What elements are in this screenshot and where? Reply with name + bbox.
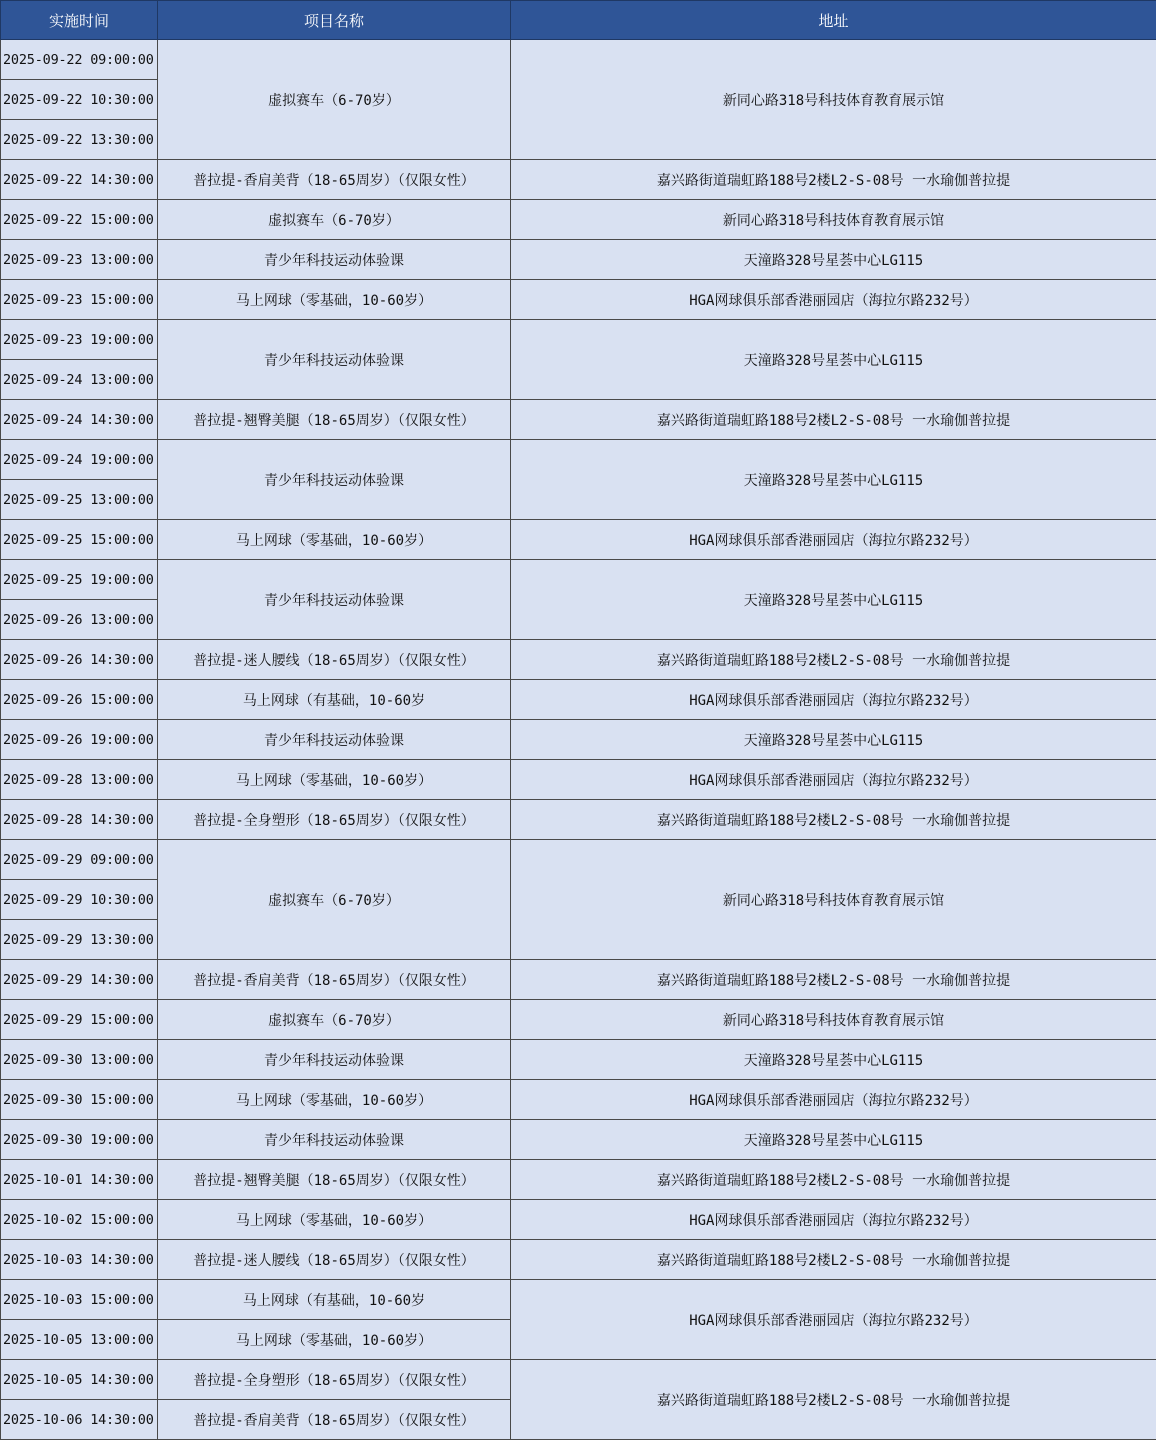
project-name-cell: 马上网球（零基础，10-60岁） [158,1200,511,1240]
time-cell: 2025-09-22 14:30:00 [1,160,158,200]
table-row [1,40,1156,80]
project-name-cell: 青少年科技运动体验课 [158,1120,511,1160]
address-cell: 嘉兴路街道瑞虹路188号2楼L2-S-08号 一水瑜伽普拉提 [511,960,1156,1000]
address-cell: HGA网球俱乐部香港丽园店（海拉尔路232号） [511,680,1156,720]
time-cell: 2025-10-03 15:00:00 [1,1280,158,1320]
address-cell: HGA网球俱乐部香港丽园店（海拉尔路232号） [511,1200,1156,1240]
time-cell: 2025-09-22 13:30:00 [1,120,158,160]
table-row [1,520,1156,560]
table-row [1,440,1156,480]
table-row [1,1080,1156,1120]
time-cell: 2025-09-23 19:00:00 [1,320,158,360]
table-row [1,1120,1156,1160]
time-cell: 2025-09-24 19:00:00 [1,440,158,480]
time-cell: 2025-10-02 15:00:00 [1,1200,158,1240]
address-cell: 新同心路318号科技体育教育展示馆 [511,840,1156,960]
table-row [1,960,1156,1000]
table-row [1,680,1156,720]
table-row [1,1200,1156,1240]
address-cell: 嘉兴路街道瑞虹路188号2楼L2-S-08号 一水瑜伽普拉提 [511,1360,1156,1440]
project-name-cell: 青少年科技运动体验课 [158,560,511,640]
time-cell: 2025-09-28 14:30:00 [1,800,158,840]
project-name-cell: 青少年科技运动体验课 [158,320,511,400]
time-cell: 2025-09-28 13:00:00 [1,760,158,800]
table-row [1,720,1156,760]
project-name-cell: 普拉提-翘臀美腿（18-65周岁）（仅限女性） [158,1160,511,1200]
address-cell: 嘉兴路街道瑞虹路188号2楼L2-S-08号 一水瑜伽普拉提 [511,640,1156,680]
project-name-cell: 普拉提-香肩美背（18-65周岁）（仅限女性） [158,1400,511,1440]
project-name-cell: 普拉提-翘臀美腿（18-65周岁）（仅限女性） [158,400,511,440]
table-row [1,400,1156,440]
time-cell: 2025-09-30 15:00:00 [1,1080,158,1120]
address-cell: HGA网球俱乐部香港丽园店（海拉尔路232号） [511,520,1156,560]
time-cell: 2025-09-29 09:00:00 [1,840,158,880]
project-name-cell: 普拉提-迷人腰线（18-65周岁）（仅限女性） [158,640,511,680]
table-row [1,840,1156,880]
address-cell: HGA网球俱乐部香港丽园店（海拉尔路232号） [511,1080,1156,1120]
project-name-cell: 马上网球（零基础，10-60岁） [158,760,511,800]
address-cell: 新同心路318号科技体育教育展示馆 [511,1000,1156,1040]
project-name-cell: 马上网球（零基础，10-60岁） [158,520,511,560]
project-name-cell: 青少年科技运动体验课 [158,440,511,520]
address-cell: 新同心路318号科技体育教育展示馆 [511,200,1156,240]
time-cell: 2025-09-29 10:30:00 [1,880,158,920]
time-cell: 2025-09-26 19:00:00 [1,720,158,760]
project-name-cell: 马上网球（零基础，10-60岁） [158,280,511,320]
address-cell: 天潼路328号星荟中心LG115 [511,720,1156,760]
address-cell: HGA网球俱乐部香港丽园店（海拉尔路232号） [511,760,1156,800]
header-row [1,1,1156,40]
time-cell: 2025-09-30 19:00:00 [1,1120,158,1160]
address-cell: 天潼路328号星荟中心LG115 [511,320,1156,400]
address-cell: HGA网球俱乐部香港丽园店（海拉尔路232号） [511,280,1156,320]
project-name-cell: 虚拟赛车（6-70岁） [158,1000,511,1040]
table-row [1,1280,1156,1320]
project-name-cell: 普拉提-香肩美背（18-65周岁）（仅限女性） [158,960,511,1000]
time-cell: 2025-09-24 13:00:00 [1,360,158,400]
table-row [1,640,1156,680]
address-cell: 天潼路328号星荟中心LG115 [511,1120,1156,1160]
table-row [1,280,1156,320]
project-name-cell: 马上网球（零基础，10-60岁） [158,1320,511,1360]
time-cell: 2025-09-22 10:30:00 [1,80,158,120]
time-cell: 2025-09-29 14:30:00 [1,960,158,1000]
time-cell: 2025-09-23 15:00:00 [1,280,158,320]
time-cell: 2025-10-06 14:30:00 [1,1400,158,1440]
header-time: 实施时间 [1,1,158,40]
address-cell: 新同心路318号科技体育教育展示馆 [511,40,1156,160]
time-cell: 2025-09-29 13:30:00 [1,920,158,960]
address-cell: HGA网球俱乐部香港丽园店（海拉尔路232号） [511,1280,1156,1360]
project-name-cell: 青少年科技运动体验课 [158,720,511,760]
time-cell: 2025-09-26 15:00:00 [1,680,158,720]
time-cell: 2025-10-01 14:30:00 [1,1160,158,1200]
time-cell: 2025-10-05 13:00:00 [1,1320,158,1360]
time-cell: 2025-09-30 13:00:00 [1,1040,158,1080]
time-cell: 2025-09-26 14:30:00 [1,640,158,680]
time-cell: 2025-09-26 13:00:00 [1,600,158,640]
project-name-cell: 青少年科技运动体验课 [158,1040,511,1080]
address-cell: 天潼路328号星荟中心LG115 [511,440,1156,520]
address-cell: 嘉兴路街道瑞虹路188号2楼L2-S-08号 一水瑜伽普拉提 [511,1240,1156,1280]
time-cell: 2025-09-22 15:00:00 [1,200,158,240]
project-name-cell: 普拉提-全身塑形（18-65周岁）（仅限女性） [158,1360,511,1400]
header-name: 项目名称 [158,1,511,40]
time-cell: 2025-10-05 14:30:00 [1,1360,158,1400]
table-row [1,240,1156,280]
time-cell: 2025-09-22 09:00:00 [1,40,158,80]
project-name-cell: 青少年科技运动体验课 [158,240,511,280]
table-row [1,1160,1156,1200]
project-name-cell: 普拉提-香肩美背（18-65周岁）（仅限女性） [158,160,511,200]
project-name-cell: 虚拟赛车（6-70岁） [158,200,511,240]
table-row [1,760,1156,800]
address-cell: 嘉兴路街道瑞虹路188号2楼L2-S-08号 一水瑜伽普拉提 [511,400,1156,440]
address-cell: 嘉兴路街道瑞虹路188号2楼L2-S-08号 一水瑜伽普拉提 [511,1160,1156,1200]
project-name-cell: 马上网球（零基础，10-60岁） [158,1080,511,1120]
table-row [1,1360,1156,1400]
table-row [1,800,1156,840]
time-cell: 2025-10-03 14:30:00 [1,1240,158,1280]
address-cell: 天潼路328号星荟中心LG115 [511,240,1156,280]
address-cell: 嘉兴路街道瑞虹路188号2楼L2-S-08号 一水瑜伽普拉提 [511,800,1156,840]
table-row [1,1000,1156,1040]
table-row [1,320,1156,360]
time-cell: 2025-09-24 14:30:00 [1,400,158,440]
table-row [1,1240,1156,1280]
table-row [1,1040,1156,1080]
project-name-cell: 马上网球（有基础，10-60岁 [158,1280,511,1320]
address-cell: 天潼路328号星荟中心LG115 [511,560,1156,640]
time-cell: 2025-09-29 15:00:00 [1,1000,158,1040]
table-row [1,200,1156,240]
table-row [1,560,1156,600]
address-cell: 天潼路328号星荟中心LG115 [511,1040,1156,1080]
time-cell: 2025-09-25 13:00:00 [1,480,158,520]
project-name-cell: 虚拟赛车（6-70岁） [158,840,511,960]
project-name-cell: 普拉提-全身塑形（18-65周岁）（仅限女性） [158,800,511,840]
project-name-cell: 普拉提-迷人腰线（18-65周岁）（仅限女性） [158,1240,511,1280]
project-name-cell: 虚拟赛车（6-70岁） [158,40,511,160]
time-cell: 2025-09-25 15:00:00 [1,520,158,560]
table-row [1,160,1156,200]
time-cell: 2025-09-25 19:00:00 [1,560,158,600]
time-cell: 2025-09-23 13:00:00 [1,240,158,280]
project-name-cell: 马上网球（有基础，10-60岁 [158,680,511,720]
header-address: 地址 [511,1,1156,40]
address-cell: 嘉兴路街道瑞虹路188号2楼L2-S-08号 一水瑜伽普拉提 [511,160,1156,200]
